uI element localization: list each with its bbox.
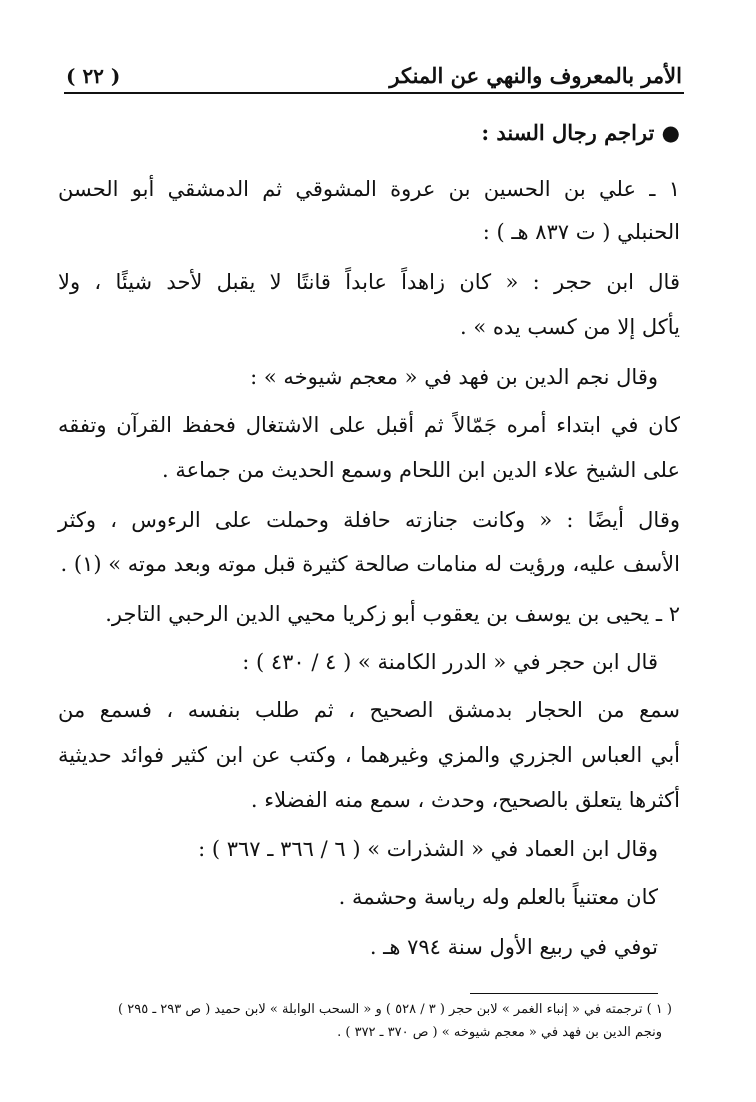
text-line: سمع من الحجار بدمشق الصحيح ، ثم طلب بنفسه ، فسمع من — [58, 698, 681, 722]
text-line: وقال نجم الدين بن فهد في « معجم شيوخه » : — [250, 365, 658, 389]
text-line: قال ابن حجر في « الدرر الكامنة » ( ٤ / ٤٣٠ ) : — [242, 650, 658, 674]
text-line: أبي العباس الجزري والمزي وغيرهما ، وكتب عن ابن كثير فوائد حديثية — [58, 743, 680, 767]
text-line: كان في ابتداء أمره جَمّالاً ثم أقبل على الاشتغال فحفظ القرآن وتفقه — [58, 413, 680, 437]
running-header — [66, 58, 682, 88]
footnote-line: ( ١ ) ترجمته في « إنباء الغمر » لابن حجر ( ٣ / ٥٢٨ ) و « السحب الوابلة » لابن حميد ( ص ٢٩٣ ـ ٢٩٥ ) — [118, 1002, 672, 1017]
text-line: الحنبلي ( ت ٨٣٧ هـ ) : — [482, 220, 680, 244]
text-line: وقال ابن العماد في « الشذرات » ( ٦ / ٣٦٦ ـ ٣٦٧ ) : — [198, 837, 658, 861]
text-line: توفي في ربيع الأول سنة ٧٩٤ هـ . — [369, 935, 658, 959]
text-line: قال ابن حجر : « كان زاهداً عابداً قانتًا لا يقبل لأحد شيئًا ، ولا — [58, 270, 680, 294]
text-line: وقال أيضًا : « وكانت جنازته حافلة وحملت على الرءوس ، وكثر — [58, 508, 680, 532]
text-line: ٢ ـ يحيى بن يوسف بن يعقوب أبو زكريا محيي الدين الرحبي التاجر. — [105, 602, 680, 626]
footnote-line: ونجم الدين بن فهد في « معجم شيوخه » ( ص ٣٧٠ ـ ٣٧٢ ) . — [337, 1025, 662, 1040]
text-line: الأسف عليه، ورؤيت له منامات صالحة كثيرة قبل موته وبعد موته » (١) . — [60, 552, 680, 576]
footnote-rule — [470, 993, 658, 994]
text-line: على الشيخ علاء الدين ابن اللحام وسمع الحديث من جماعة . — [162, 458, 680, 482]
text-line: كان معتنياً بالعلم وله رياسة وحشمة . — [338, 885, 658, 909]
text-line: ● تراجم رجال السند : — [481, 120, 680, 145]
text-line: أكثرها يتعلق بالصحيح، وحدث ، سمع منه الفضلاء . — [250, 788, 680, 812]
page-number: ( ٢٢ ) — [66, 64, 121, 88]
text-line: ١ ـ علي بن الحسين بن عروة المشوقي ثم الدمشقي أبو الحسن — [58, 177, 680, 201]
text-line: يأكل إلا من كسب يده » . — [460, 315, 680, 339]
header-rule — [64, 92, 684, 94]
running-title: الأمر بالمعروف والنهي عن المنكر — [389, 63, 682, 88]
footnotes — [50, 1002, 672, 1048]
